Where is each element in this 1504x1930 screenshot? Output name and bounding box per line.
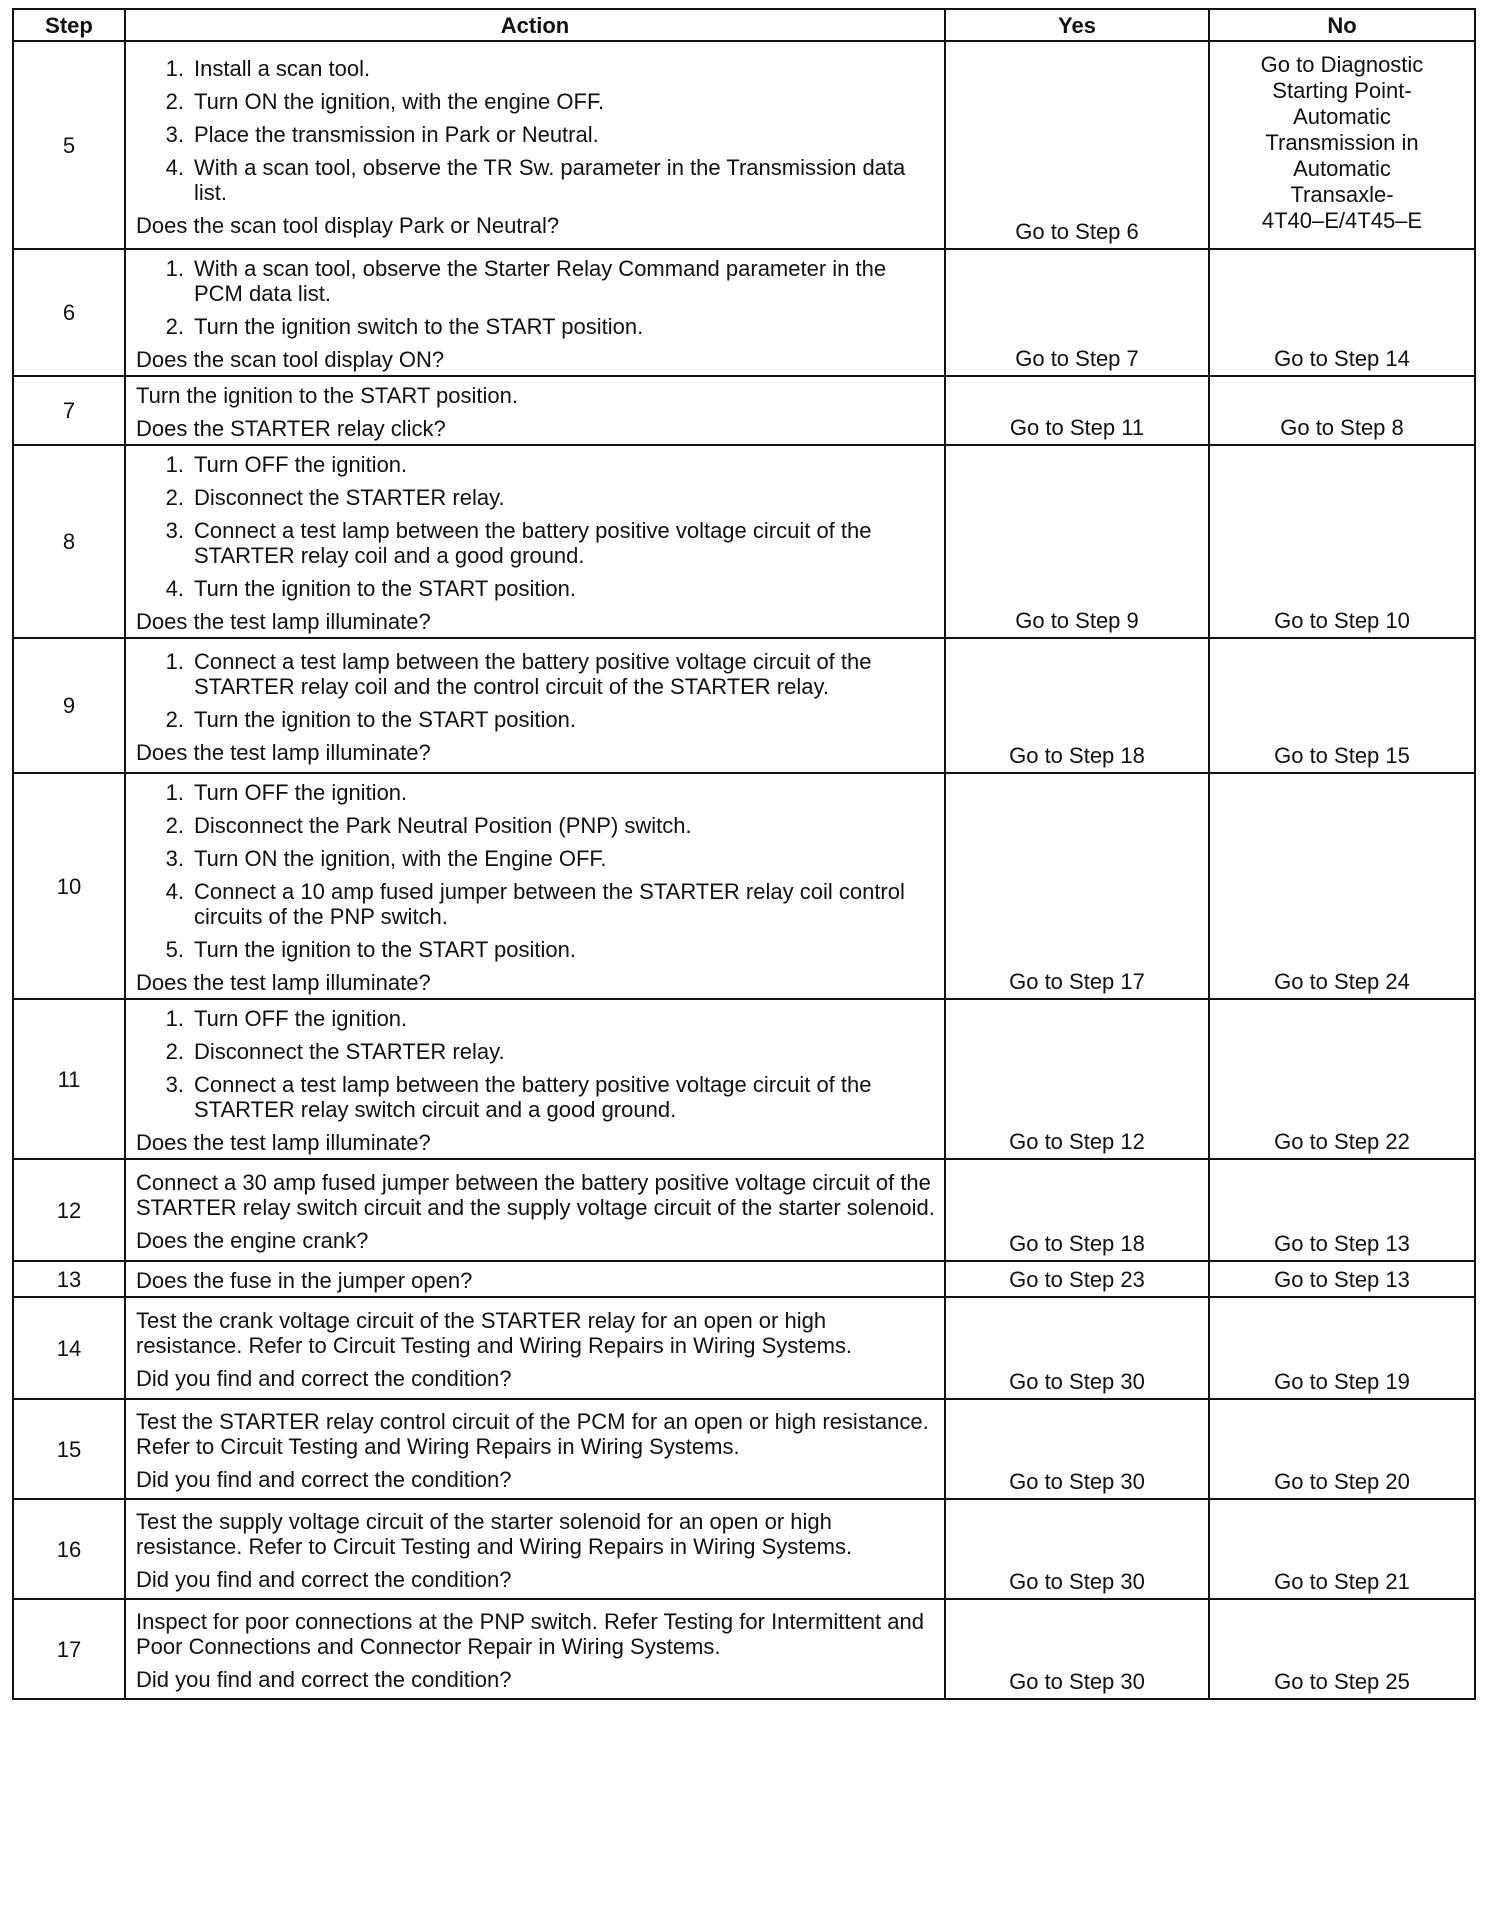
step-number: 8 bbox=[13, 445, 125, 638]
action-step-text: Turn ON the ignition, with the Engine OFF. bbox=[194, 846, 607, 871]
step-number: 13 bbox=[13, 1261, 125, 1297]
action-step-text: Turn the ignition to the START position. bbox=[194, 937, 576, 962]
table-row bbox=[13, 773, 1475, 999]
action-steps-list bbox=[136, 452, 936, 601]
table-header bbox=[13, 9, 1475, 41]
no-result: Go to Step 13 bbox=[1209, 1261, 1475, 1297]
action-step bbox=[136, 649, 936, 699]
action-text: Test the crank voltage circuit of the STARTER relay for an open or high resistance. Refer to Circuit Testing and Wiring Repairs in Wiring Systems. bbox=[136, 1308, 853, 1358]
action-steps-list bbox=[136, 256, 936, 339]
action-steps-list bbox=[136, 1006, 936, 1122]
action-step-number: 2. bbox=[165, 485, 184, 510]
action-step-number: 4. bbox=[165, 576, 184, 601]
no-result bbox=[1209, 41, 1475, 249]
action-step bbox=[136, 485, 936, 510]
yes-result: Go to Step 12 bbox=[945, 999, 1209, 1159]
step-number: 11 bbox=[13, 999, 125, 1159]
yes-result: Go to Step 18 bbox=[945, 1159, 1209, 1261]
action-step-number: 2. bbox=[165, 813, 184, 838]
action-step-number: 4. bbox=[165, 154, 184, 180]
action-step bbox=[136, 707, 936, 732]
action-step-number: 1. bbox=[165, 256, 184, 281]
yes-result: Go to Step 17 bbox=[945, 773, 1209, 999]
action-step-text: Turn OFF the ignition. bbox=[194, 1006, 408, 1031]
action-step bbox=[136, 937, 936, 962]
action-text: Inspect for poor connections at the PNP switch. Refer Testing for Intermittent and Poor Connections and Connector Repair in Wiring Systems. bbox=[136, 1609, 924, 1659]
action-question: Does the scan tool display ON? bbox=[136, 347, 445, 372]
step-number: 12 bbox=[13, 1159, 125, 1261]
no-result: Go to Step 19 bbox=[1209, 1297, 1475, 1399]
yes-result: Go to Step 30 bbox=[945, 1599, 1209, 1699]
no-result: Go to Step 10 bbox=[1209, 445, 1475, 638]
action-step-number: 1. bbox=[165, 780, 184, 805]
action-step bbox=[136, 518, 936, 568]
yes-result: Go to Step 30 bbox=[945, 1399, 1209, 1499]
action-step-number: 1. bbox=[165, 1006, 184, 1031]
action-step-text: Connect a 10 amp fused jumper between the STARTER relay coil control circuits of the PNP switch. bbox=[194, 879, 905, 929]
action-cell bbox=[125, 41, 945, 249]
yes-result: Go to Step 11 bbox=[945, 376, 1209, 445]
action-step bbox=[136, 576, 936, 601]
no-result-line: Transmission in bbox=[1265, 130, 1419, 155]
action-step-number: 2. bbox=[165, 314, 184, 339]
action-step-text: With a scan tool, observe the Starter Relay Command parameter in the PCM data list. bbox=[194, 256, 887, 306]
action-step-number: 5. bbox=[165, 937, 184, 962]
yes-result: Go to Step 6 bbox=[945, 41, 1209, 249]
action-step-text: Disconnect the Park Neutral Position (PNP) switch. bbox=[194, 813, 692, 838]
action-header: Action bbox=[125, 9, 945, 41]
action-step-number: 2. bbox=[165, 88, 184, 114]
table-row bbox=[13, 638, 1475, 773]
action-question: Does the test lamp illuminate? bbox=[136, 970, 431, 995]
yes-result: Go to Step 30 bbox=[945, 1297, 1209, 1399]
table-row bbox=[13, 249, 1475, 376]
action-step bbox=[136, 1072, 936, 1122]
step-number: 17 bbox=[13, 1599, 125, 1699]
action-cell bbox=[125, 445, 945, 638]
step-number: 15 bbox=[13, 1399, 125, 1499]
table-row bbox=[13, 376, 1475, 445]
action-step bbox=[136, 813, 936, 838]
yes-result: Go to Step 18 bbox=[945, 638, 1209, 773]
no-result: Go to Step 15 bbox=[1209, 638, 1475, 773]
yes-result: Go to Step 23 bbox=[945, 1261, 1209, 1297]
action-step-text: Place the transmission in Park or Neutral. bbox=[194, 121, 599, 147]
action-step bbox=[136, 879, 936, 929]
action-step bbox=[136, 56, 936, 81]
no-result: Go to Step 20 bbox=[1209, 1399, 1475, 1499]
action-question: Does the test lamp illuminate? bbox=[136, 1130, 431, 1155]
table-body bbox=[13, 41, 1475, 1699]
table-row bbox=[13, 1499, 1475, 1599]
diagnostic-table bbox=[12, 8, 1476, 1700]
action-step-text: Turn OFF the ignition. bbox=[194, 780, 408, 805]
action-step-text: Disconnect the STARTER relay. bbox=[194, 1039, 505, 1064]
action-step-number: 1. bbox=[165, 55, 184, 81]
yes-result: Go to Step 9 bbox=[945, 445, 1209, 638]
action-step bbox=[136, 122, 936, 147]
step-number: 7 bbox=[13, 376, 125, 445]
action-question: Does the engine crank? bbox=[136, 1228, 369, 1253]
action-question: Does the test lamp illuminate? bbox=[136, 740, 431, 765]
action-step bbox=[136, 155, 936, 205]
no-result: Go to Step 22 bbox=[1209, 999, 1475, 1159]
action-steps-list bbox=[136, 649, 936, 732]
action-question: Did you find and correct the condition? bbox=[136, 1567, 512, 1592]
action-cell bbox=[125, 1297, 945, 1399]
yes-result: Go to Step 30 bbox=[945, 1499, 1209, 1599]
action-question: Did you find and correct the condition? bbox=[136, 1467, 512, 1492]
step-number: 10 bbox=[13, 773, 125, 999]
table-row bbox=[13, 1159, 1475, 1261]
step-number: 6 bbox=[13, 249, 125, 376]
action-cell bbox=[125, 1159, 945, 1261]
action-cell bbox=[125, 249, 945, 376]
action-question: Does the STARTER relay click? bbox=[136, 416, 446, 441]
no-result: Go to Step 8 bbox=[1209, 376, 1475, 445]
action-text: Connect a 30 amp fused jumper between the battery positive voltage circuit of the STARTER relay switch circuit and the supply voltage circuit of the starter solenoid. bbox=[136, 1170, 935, 1220]
action-step bbox=[136, 89, 936, 114]
table-row bbox=[13, 445, 1475, 638]
action-question: Did you find and correct the condition? bbox=[136, 1667, 512, 1692]
action-step-text: Connect a test lamp between the battery positive voltage circuit of the STARTER relay switch circuit and a good ground. bbox=[194, 1072, 872, 1122]
action-step-number: 2. bbox=[165, 1039, 184, 1064]
yes-result: Go to Step 7 bbox=[945, 249, 1209, 376]
step-header: Step bbox=[13, 9, 125, 41]
action-step-number: 3. bbox=[165, 1072, 184, 1097]
action-step-text: Disconnect the STARTER relay. bbox=[194, 485, 505, 510]
action-step bbox=[136, 1006, 936, 1031]
action-step bbox=[136, 256, 936, 306]
action-step bbox=[136, 780, 936, 805]
action-step-text: With a scan tool, observe the TR Sw. parameter in the Transmission data list. bbox=[194, 154, 906, 205]
action-step bbox=[136, 452, 936, 477]
action-step-text: Connect a test lamp between the battery positive voltage circuit of the STARTER relay coil and a good ground. bbox=[194, 518, 872, 568]
action-step-text: Turn the ignition to the START position. bbox=[194, 576, 576, 601]
action-step-number: 1. bbox=[165, 452, 184, 477]
action-step-text: Install a scan tool. bbox=[194, 55, 371, 81]
action-step-number: 3. bbox=[165, 846, 184, 871]
action-cell bbox=[125, 1399, 945, 1499]
yes-header: Yes bbox=[945, 9, 1209, 41]
action-question: Does the fuse in the jumper open? bbox=[136, 1268, 473, 1293]
action-step-number: 3. bbox=[165, 121, 184, 147]
action-step-number: 2. bbox=[165, 707, 184, 732]
action-step bbox=[136, 846, 936, 871]
action-question: Does the test lamp illuminate? bbox=[136, 609, 431, 634]
table-row bbox=[13, 1399, 1475, 1499]
no-result: Go to Step 21 bbox=[1209, 1499, 1475, 1599]
action-cell bbox=[125, 638, 945, 773]
table-row bbox=[13, 1261, 1475, 1297]
no-result: Go to Step 13 bbox=[1209, 1159, 1475, 1261]
action-text: Test the STARTER relay control circuit of the PCM for an open or high resistance. Refer to Circuit Testing and Wiring Repairs in Wiring Systems. bbox=[136, 1409, 929, 1459]
action-question: Does the scan tool display Park or Neutral? bbox=[136, 212, 560, 238]
no-result: Go to Step 24 bbox=[1209, 773, 1475, 999]
action-step-number: 4. bbox=[165, 879, 184, 904]
step-number: 16 bbox=[13, 1499, 125, 1599]
action-steps-list bbox=[136, 780, 936, 962]
action-step-text: Turn ON the ignition, with the engine OFF. bbox=[194, 88, 605, 114]
action-text: Test the supply voltage circuit of the starter solenoid for an open or high resistance. Refer to Circuit Testing and Wiring Repairs in Wiring Systems. bbox=[136, 1509, 853, 1559]
action-steps-list bbox=[136, 56, 936, 205]
no-result: Go to Step 25 bbox=[1209, 1599, 1475, 1699]
action-cell bbox=[125, 999, 945, 1159]
action-step-text: Turn the ignition switch to the START position. bbox=[194, 314, 644, 339]
header-row bbox=[13, 9, 1475, 41]
action-step-text: Connect a test lamp between the battery positive voltage circuit of the STARTER relay coil and the control circuit of the STARTER relay. bbox=[194, 649, 872, 699]
step-number: 9 bbox=[13, 638, 125, 773]
action-cell bbox=[125, 773, 945, 999]
table-row bbox=[13, 1297, 1475, 1399]
action-cell bbox=[125, 1499, 945, 1599]
action-cell bbox=[125, 1599, 945, 1699]
action-step-text: Turn the ignition to the START position. bbox=[194, 707, 576, 732]
step-number: 14 bbox=[13, 1297, 125, 1399]
action-step-number: 1. bbox=[165, 649, 184, 674]
action-step bbox=[136, 314, 936, 339]
action-step-text: Turn OFF the ignition. bbox=[194, 452, 408, 477]
step-number: 5 bbox=[13, 41, 125, 249]
action-question: Did you find and correct the condition? bbox=[136, 1366, 512, 1391]
no-result-line: Go to Diagnostic bbox=[1260, 52, 1424, 77]
table-row bbox=[13, 41, 1475, 249]
action-cell bbox=[125, 376, 945, 445]
action-cell bbox=[125, 1261, 945, 1297]
no-header: No bbox=[1209, 9, 1475, 41]
table-row bbox=[13, 999, 1475, 1159]
action-step-number: 3. bbox=[165, 518, 184, 543]
no-result-line: Automatic bbox=[1293, 104, 1391, 129]
action-step bbox=[136, 1039, 936, 1064]
no-result-line: 4T40–E/4T45–E bbox=[1261, 208, 1423, 233]
no-result-line: Automatic bbox=[1293, 156, 1391, 181]
no-result: Go to Step 14 bbox=[1209, 249, 1475, 376]
action-text: Turn the ignition to the START position. bbox=[136, 383, 518, 408]
table-row bbox=[13, 1599, 1475, 1699]
no-result-line: Transaxle- bbox=[1290, 182, 1394, 207]
no-result-line: Starting Point- bbox=[1272, 78, 1412, 103]
